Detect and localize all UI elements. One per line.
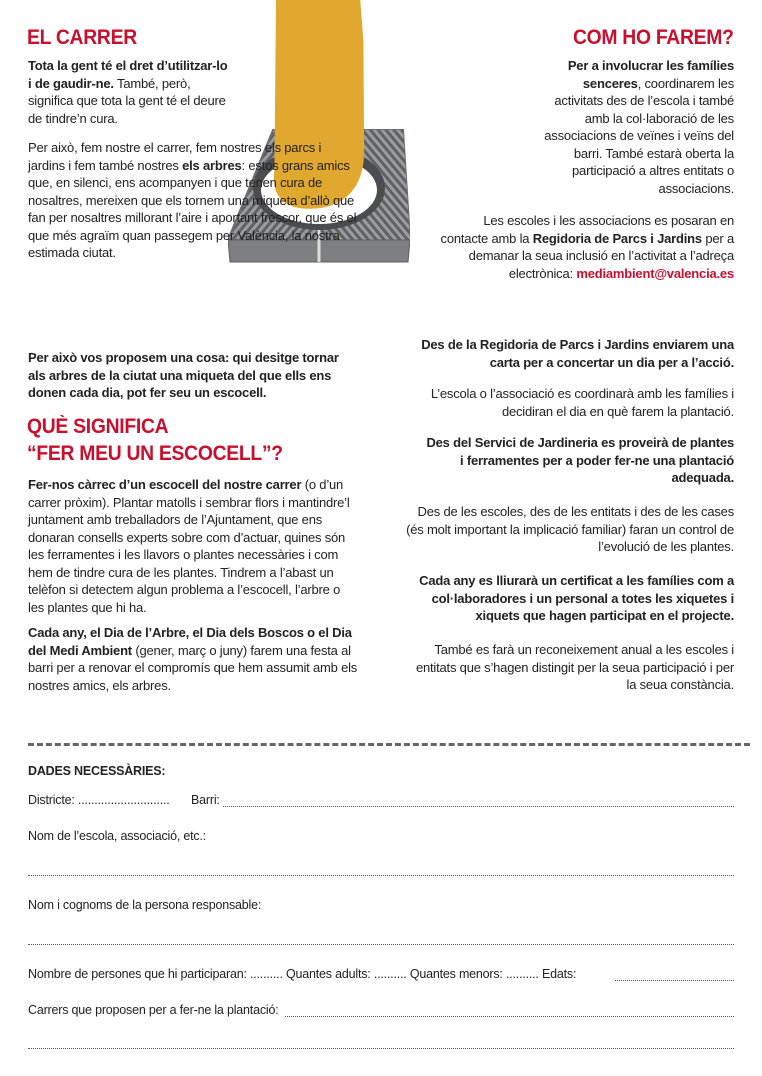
right-title: COM HO FAREM? xyxy=(573,26,734,49)
form-escola-label: Nom de l’escola, associació, etc.: xyxy=(28,829,207,843)
barri-field[interactable] xyxy=(223,806,734,807)
left-para-5 xyxy=(28,624,358,694)
left-title-2-line2: “FER MEU UN ESCOCELL”? xyxy=(27,442,283,465)
form-persones-label: Nombre de persones que hi participaran: .......... Quantes adults: .......... Quantes menors: .......... Edats: xyxy=(28,967,577,981)
form-carrers-label: Carrers que proposen per a fer-ne la plantació: xyxy=(28,1003,279,1017)
form-persona-label: Nom i cognoms de la persona responsable: xyxy=(28,898,262,912)
right-para-1 xyxy=(534,57,734,197)
left-para-2b: : estos grans amics que, en silenci, ens acompanyen i que tenen cura de nosaltres, mereixen que els tornem una miqueta d’allò que fan per nosaltres millorant l’aire i aportant frescor, que és el que més agraïm quan passegem per València, la nostra estimada ciutat. xyxy=(28,157,357,260)
right-para-8: També es farà un reconeixement anual a les escoles i entitats que s’hagen distingit per la seua participació i per la seua constància. xyxy=(415,642,734,692)
left-intro-bold: Tota la gent té el dret d’utilitzar-lo i de gaudir-ne. xyxy=(28,58,228,91)
form-barri-label: Barri: xyxy=(191,793,220,807)
form-districte-label: Districte: ............................ xyxy=(28,793,170,807)
right-para-2-bold: Regidoria de Parcs i Jardins xyxy=(532,230,702,246)
left-para-5-bold: Cada any, el Dia de l’Arbre, el Dia dels Boscos o el Dia del Medi Ambient xyxy=(28,625,352,658)
left-para-2a: Per això, fem nostre el carrer, fem nostres els parcs i jardins i fem també nostres xyxy=(28,140,322,173)
right-para-2b: per a demanar la seua inclusió en l’activitat a l’adreça electrònica: xyxy=(468,230,734,281)
left-title: EL CARRER xyxy=(27,26,137,49)
right-para-2a: Les escoles i les associacions es posaran en contacte amb la xyxy=(440,213,734,246)
left-para-2-bold: els arbres xyxy=(182,157,242,173)
left-para-2 xyxy=(28,139,358,262)
cut-line xyxy=(28,743,750,746)
left-intro-rest: També, però, significa que tota la gent té el deure de tindre’n cura. xyxy=(28,75,226,126)
form-heading: DADES NECESSÀRIES: xyxy=(28,764,166,778)
carrers-field-2[interactable] xyxy=(28,1048,734,1049)
persona-field[interactable] xyxy=(28,944,734,945)
left-title-2 xyxy=(27,413,283,467)
carrers-field[interactable] xyxy=(285,1016,734,1017)
escola-field[interactable] xyxy=(28,875,734,876)
left-para-5-rest: (gener, març o juny) farem una festa al barri per a renovar el compromís que hem assumit amb els nostres amics, els arbres. xyxy=(28,642,358,693)
right-para-3: Des de la Regidoria de Parcs i Jardins enviarem una carta per a concertar un dia per a l’acció. xyxy=(421,337,734,370)
left-intro xyxy=(28,57,228,127)
left-title-2-line1: QUÈ SIGNIFICA xyxy=(27,415,169,438)
right-para-5: Des del Servici de Jardineria es proveirà de plantes i ferramentes per a poder fer-ne una plantació adequada. xyxy=(426,435,734,485)
right-para-4: L’escola o l’associació es coordinarà amb les famílies i decidiran el dia en què farem la plantació. xyxy=(430,386,734,419)
right-para-1-bold: Per a involucrar les famílies senceres xyxy=(567,58,734,91)
edats-field[interactable] xyxy=(615,980,734,981)
right-para-1-rest: , coordinarem les activitats des de l’escola i també amb la col·laboració de les associacions de veïnes i veïns del barri. També estarà oberta la participació a altres entitats o associacions. xyxy=(544,75,734,196)
left-para-4 xyxy=(28,476,358,616)
left-para-4-bold: Fer-nos càrrec d’un escocell del nostre carrer xyxy=(28,477,302,492)
left-para-3: Per això vos proposem una cosa: qui desitge tornar als arbres de la ciutat una miqueta del que ells ens donen cada dia, pot fer seu un escocell. xyxy=(28,350,339,400)
contact-email-link[interactable]: mediambient@valencia.es xyxy=(576,265,734,281)
right-para-7: Cada any es lliurarà un certificat a les famílies com a col·laboradores i un personal a totes les xiquetes i xiquets que hagen participat en el projecte. xyxy=(419,573,734,623)
left-para-4-rest: (o d’un carrer pròxim). Plantar matolls i sembrar flors i mantindre’l juntament amb treballadors de l’Ajuntament, que ens donaran consells experts sobre com d’actuar, quines són les ferramentes i les llavors o plantes necessàries i com hem de tindre cura de les plantes. Tindrem a l’abast un telèfon si detectem algun problema a l’escocell, l’arbre o les plantes que hi ha. xyxy=(28,477,350,615)
right-para-2 xyxy=(434,212,734,282)
right-para-6: Des de les escoles, des de les entitats i des de les cases (és molt important la implicació familiar) faran un control de l’evolució de les plantes. xyxy=(406,504,734,554)
